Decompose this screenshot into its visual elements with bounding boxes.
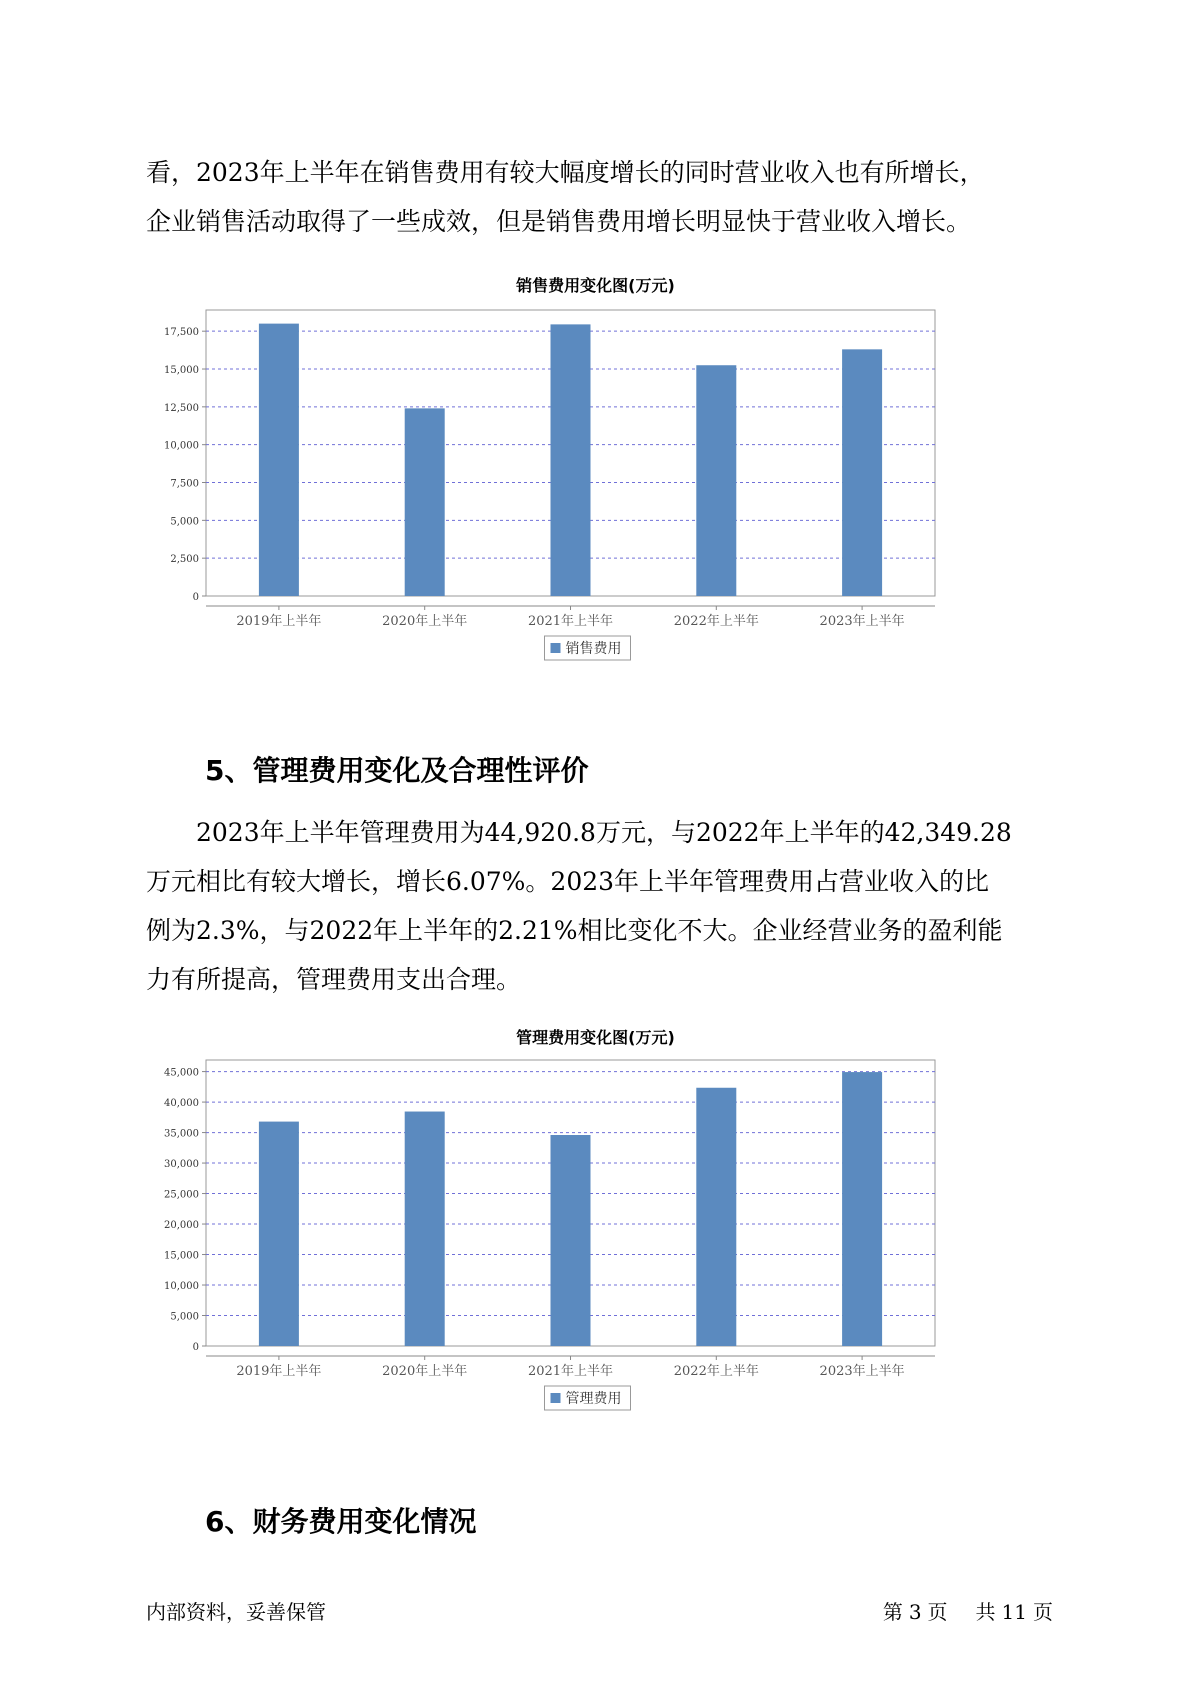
bar bbox=[842, 1072, 882, 1346]
x-tick-label: 2021年上半年 bbox=[527, 614, 614, 629]
section5-line-2: 万元相比有较大增长，增长6.07%。2023年上半年管理费用占营业收入的比 bbox=[146, 867, 990, 896]
y-tick-label: 2,500 bbox=[170, 554, 199, 566]
admin-expense-chart bbox=[0, 1050, 1191, 1470]
bar bbox=[259, 324, 299, 596]
x-tick-label: 2021年上半年 bbox=[527, 1364, 614, 1379]
x-tick-label: 2019年上半年 bbox=[236, 614, 322, 629]
x-tick-label: 2020年上半年 bbox=[382, 1364, 468, 1379]
intro-line-1: 看，2023年上半年在销售费用有较大幅度增长的同时营业收入也有所增长， bbox=[146, 158, 985, 187]
section5-line-1: 2023年上半年管理费用为44,920.8万元，与2022年上半年的42,349.28 bbox=[146, 818, 1012, 847]
y-tick-label: 7,500 bbox=[170, 478, 199, 490]
y-tick-label: 0 bbox=[192, 592, 199, 603]
sales-expense-chart-title: 销售费用变化图(万元) bbox=[516, 276, 675, 295]
bar bbox=[551, 324, 591, 596]
intro-line-2: 企业销售活动取得了一些成效，但是销售费用增长明显快于营业收入增长。 bbox=[146, 207, 972, 236]
bar bbox=[696, 1088, 736, 1346]
footer-confidential-note: 内部资料，妥善保管 bbox=[146, 1600, 326, 1624]
legend-label: 管理费用 bbox=[565, 1391, 622, 1407]
section6-heading: 6、财务费用变化情况 bbox=[205, 1505, 477, 1538]
bar bbox=[842, 349, 882, 596]
x-tick-label: 2019年上半年 bbox=[236, 1364, 322, 1379]
page-prefix: 第 bbox=[882, 1600, 903, 1624]
footer-page-number bbox=[877, 1596, 1053, 1625]
y-tick-label: 15,000 bbox=[164, 1250, 199, 1262]
y-tick-label: 25,000 bbox=[164, 1189, 199, 1201]
y-tick-label: 5,000 bbox=[170, 1311, 199, 1323]
admin-expense-chart-title: 管理费用变化图(万元) bbox=[516, 1028, 675, 1047]
bar bbox=[551, 1135, 591, 1346]
y-tick-label: 40,000 bbox=[164, 1098, 199, 1110]
y-tick-label: 10,000 bbox=[164, 440, 199, 452]
y-tick-label: 45,000 bbox=[164, 1067, 199, 1079]
x-tick-label: 2022年上半年 bbox=[673, 614, 759, 629]
legend-label: 销售费用 bbox=[565, 641, 622, 657]
sales-expense-chart bbox=[0, 300, 1191, 720]
x-tick-label: 2023年上半年 bbox=[819, 1364, 905, 1379]
page-unit: 页 bbox=[927, 1600, 948, 1624]
section5-paragraph bbox=[146, 808, 1056, 1004]
legend-swatch bbox=[551, 1393, 561, 1403]
x-tick-label: 2023年上半年 bbox=[819, 614, 905, 629]
x-tick-label: 2020年上半年 bbox=[382, 614, 468, 629]
y-tick-label: 30,000 bbox=[164, 1159, 199, 1171]
y-tick-label: 15,000 bbox=[164, 365, 199, 377]
y-tick-label: 5,000 bbox=[170, 516, 199, 528]
intro-paragraph bbox=[146, 148, 1056, 246]
section5-line-3: 例为2.3%，与2022年上半年的2.21%相比变化不大。企业经营业务的盈利能 bbox=[146, 916, 1003, 945]
total-unit: 页 bbox=[1033, 1600, 1053, 1624]
bar bbox=[259, 1122, 299, 1346]
bar bbox=[696, 365, 736, 596]
x-tick-label: 2022年上半年 bbox=[673, 1364, 759, 1379]
legend-swatch bbox=[551, 643, 561, 653]
y-tick-label: 35,000 bbox=[164, 1128, 199, 1140]
bar bbox=[405, 408, 445, 596]
y-tick-label: 12,500 bbox=[164, 402, 199, 414]
bar bbox=[405, 1112, 445, 1346]
total-prefix: 共 bbox=[975, 1600, 996, 1624]
y-tick-label: 20,000 bbox=[164, 1220, 199, 1232]
total-number: 11 bbox=[1001, 1600, 1027, 1624]
y-tick-label: 10,000 bbox=[164, 1281, 199, 1293]
y-tick-label: 0 bbox=[192, 1342, 199, 1353]
y-tick-label: 17,500 bbox=[164, 327, 199, 339]
section5-heading: 5、管理费用变化及合理性评价 bbox=[205, 754, 589, 787]
page-number: 3 bbox=[908, 1600, 922, 1624]
section5-line-4: 力有所提高，管理费用支出合理。 bbox=[146, 965, 522, 994]
